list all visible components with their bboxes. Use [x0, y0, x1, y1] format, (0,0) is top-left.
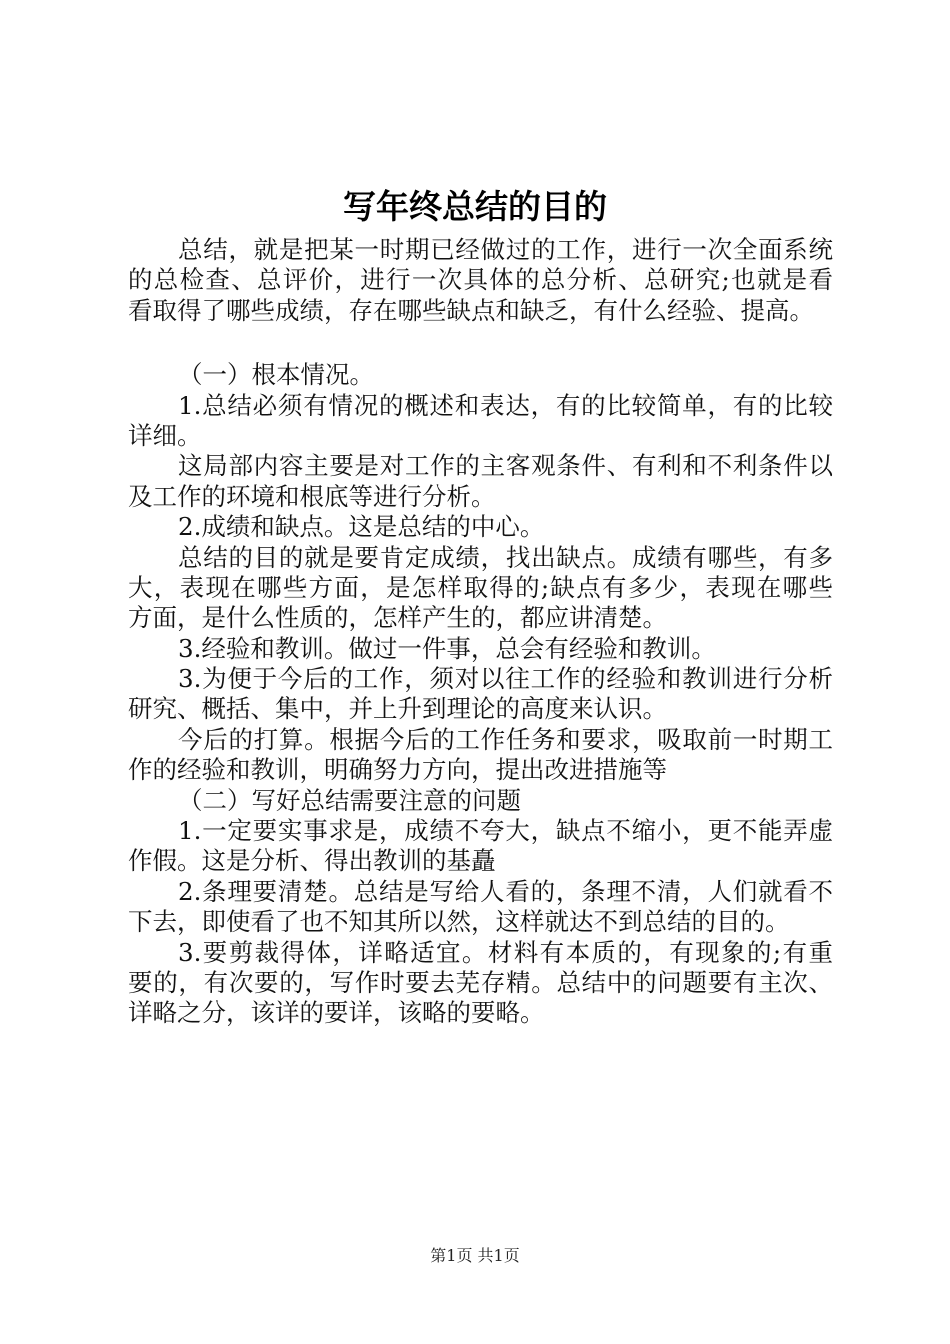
page-footer: 第1页 共1页 — [430, 1246, 520, 1265]
text-line: 大，表现在哪些方面，是怎样取得的;缺点有多少，表现在哪些 — [128, 572, 833, 602]
paragraph — [128, 235, 833, 326]
paragraph — [128, 786, 833, 816]
text-line: 研究、概括、集中，并上升到理论的高度来认识。 — [128, 694, 667, 724]
text-line: 今后的打算。根据今后的工作任务和要求，吸取前一时期工 — [178, 724, 833, 754]
document-title: 写年终总结的目的 — [343, 187, 607, 226]
paragraph — [128, 877, 833, 938]
text-line: 2.条理要清楚。总结是写给人看的，条理不清，人们就看不 — [178, 876, 833, 906]
text-line: 3.要剪裁得体，详略适宜。材料有本质的，有现象的;有重 — [178, 937, 833, 967]
text-line: 总结，就是把某一时期已经做过的工作，进行一次全面系统 — [178, 235, 833, 264]
text-line: 要的，有次要的，写作时要去芜存精。总结中的问题要有主次、 — [128, 967, 833, 997]
text-line: 3.为便于今后的工作，须对以往工作的经验和教训进行分析 — [178, 664, 833, 694]
text-line: 详细。 — [128, 420, 202, 450]
text-line: 看取得了哪些成绩，存在哪些缺点和缺乏，有什么经验、提高。 — [128, 295, 814, 325]
paragraph — [128, 451, 833, 512]
text-line: 及工作的环境和根底等进行分析。 — [128, 481, 496, 511]
text-line: 下去，即使看了也不知其所以然，这样就达不到总结的目的。 — [128, 907, 790, 937]
paragraph — [128, 725, 833, 786]
text-line: （一）根本情况。 — [178, 360, 374, 390]
text-line: 这局部内容主要是对工作的主客观条件、有利和不利条件以 — [178, 451, 833, 481]
text-line: 作的经验和教训，明确努力方向，提出改进措施等 — [128, 755, 667, 785]
paragraph — [128, 634, 833, 664]
paragraph — [128, 816, 833, 877]
text-line: 总结的目的就是要肯定成绩，找出缺点。成绩有哪些，有多 — [178, 542, 833, 572]
paragraph — [128, 512, 833, 542]
paragraph — [128, 360, 833, 390]
paragraph — [128, 391, 833, 452]
paragraph — [128, 938, 833, 1029]
text-line: 详略之分，该详的要详，该略的要略。 — [128, 998, 545, 1028]
text-line: 作假。这是分析、得出教训的基矗 — [128, 846, 496, 876]
text-line: 2.成绩和缺点。这是总结的中心。 — [178, 512, 545, 542]
text-line: 的总检查、总评价，进行一次具体的总分析、总研究;也就是看 — [128, 265, 833, 295]
paragraph — [128, 664, 833, 725]
paragraph — [128, 543, 833, 634]
text-line: 1.总结必须有情况的概述和表达，有的比较简单，有的比较 — [178, 390, 833, 420]
document-body — [128, 235, 833, 1029]
text-line: 3.经验和教训。做过一件事，总会有经验和教训。 — [178, 633, 716, 663]
text-line: 方面，是什么性质的，怎样产生的，都应讲清楚。 — [128, 603, 667, 633]
text-line: （二）写好总结需要注意的问题 — [178, 785, 521, 815]
text-line: 1.一定要实事求是，成绩不夸大，缺点不缩小，更不能弄虚 — [178, 816, 833, 846]
